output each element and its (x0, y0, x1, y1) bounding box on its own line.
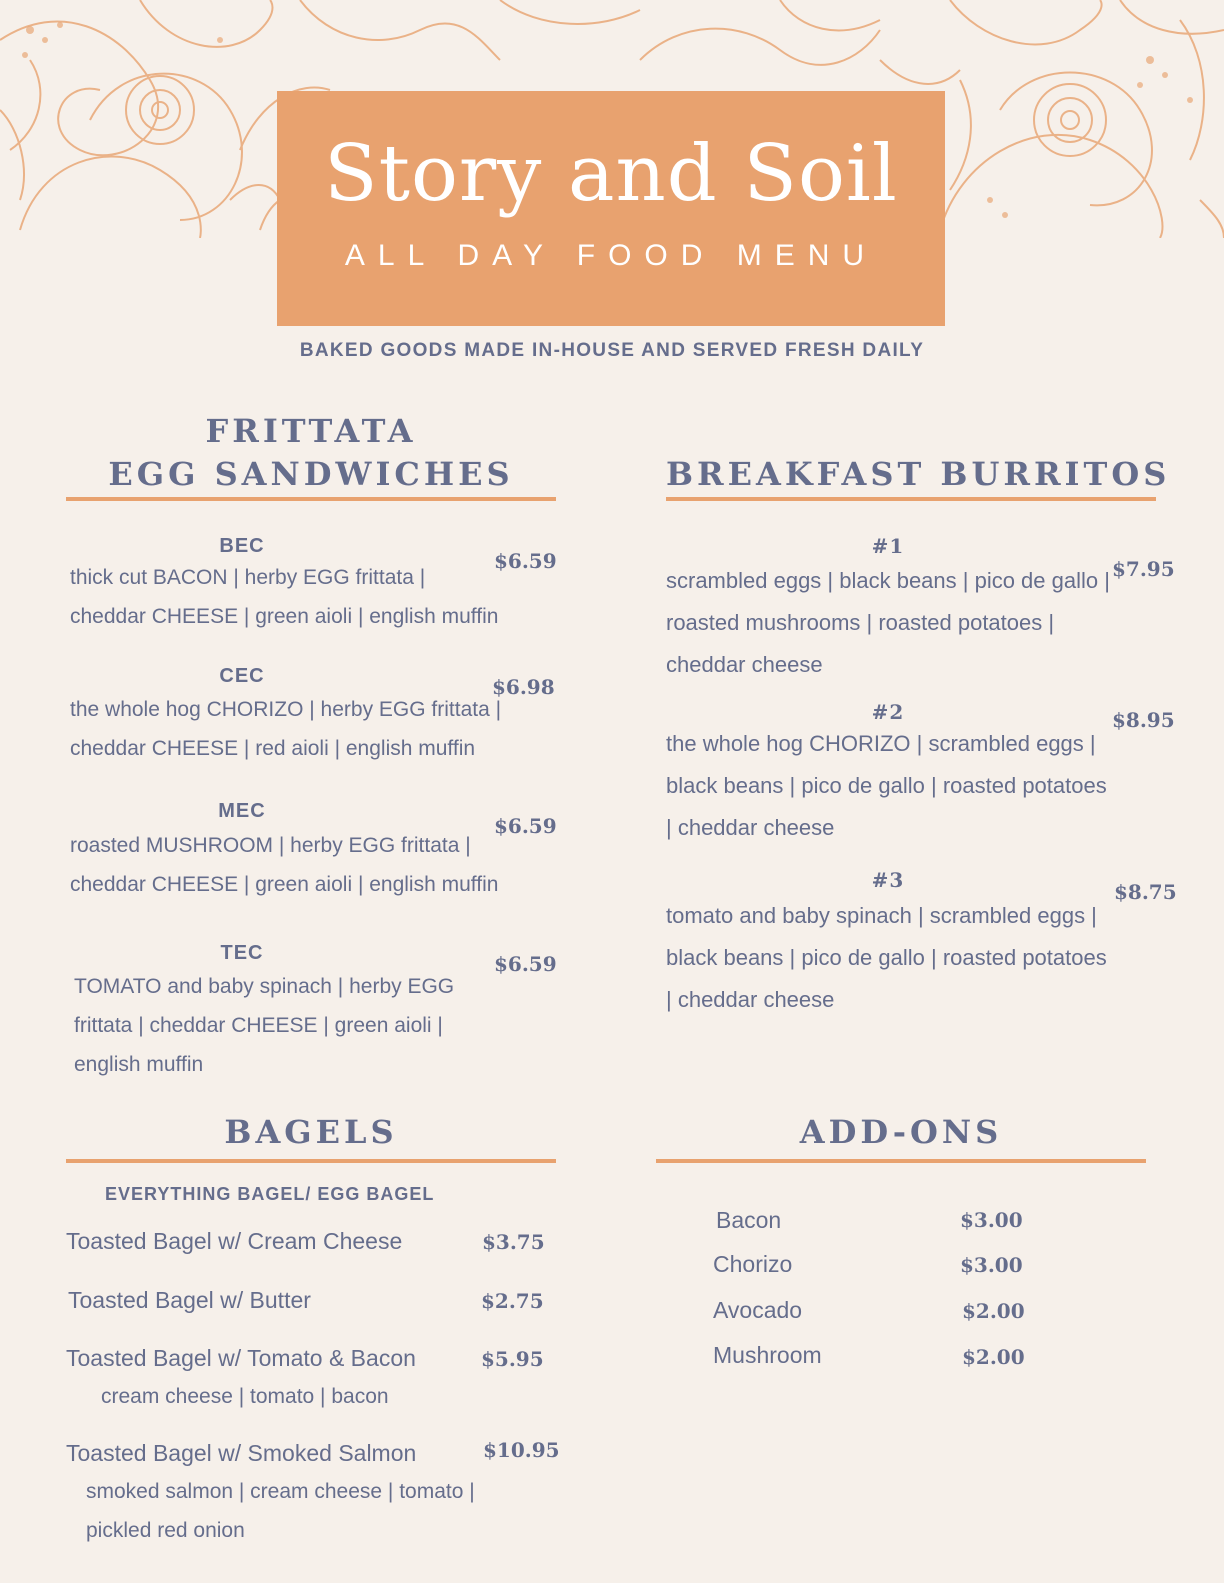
bagel-item-name: Toasted Bagel w/ Tomato & Bacon (66, 1345, 416, 1371)
menu-item-desc: cheddar CHEESE | green aioli | english muffin (70, 605, 499, 628)
bagels-subheading: EVERYTHING BAGEL/ EGG BAGEL (105, 1184, 435, 1204)
menu-item-desc: the whole hog CHORIZO | scrambled eggs | (666, 731, 1096, 756)
menu-item-desc: roasted MUSHROOM | herby EGG frittata | (70, 834, 471, 857)
burritos-divider (666, 497, 1156, 501)
menu-item-desc: roasted mushrooms | roasted potatoes | (666, 610, 1055, 635)
menu-item-price: $8.95 (1112, 708, 1175, 732)
bagel-item-desc: cream cheese | tomato | bacon (101, 1385, 389, 1408)
bagel-item-price: $2.75 (481, 1289, 544, 1313)
bagel-item-price: $10.95 (483, 1438, 560, 1462)
bagel-item-price: $5.95 (481, 1347, 544, 1371)
menu-item-desc: thick cut BACON | herby EGG frittata | (70, 566, 426, 589)
addon-item-price: $3.00 (960, 1208, 1023, 1232)
menu-item-desc: frittata | cheddar CHEESE | green aioli | (74, 1014, 443, 1037)
menu-item-desc: | cheddar cheese (666, 815, 835, 840)
bagels-divider (66, 1159, 556, 1163)
menu-item-desc: cheddar cheese (666, 652, 823, 677)
menu-item-price: $7.95 (1112, 557, 1175, 581)
menu-item-desc: cheddar CHEESE | green aioli | english muffin (70, 873, 499, 896)
menu-item-desc: the whole hog CHORIZO | herby EGG frittata | (70, 698, 502, 721)
menu-item-price: $6.59 (494, 952, 557, 976)
frittata-heading-line2: EGG SANDWICHES (108, 455, 514, 493)
menu-item-desc: scrambled eggs | black beans | pico de gallo | (666, 568, 1110, 593)
title-banner (277, 91, 945, 326)
menu-item-price: $8.75 (1114, 880, 1177, 904)
frittata-divider (66, 497, 556, 501)
bagel-item-price: $3.75 (482, 1230, 545, 1254)
bagel-item-name: Toasted Bagel w/ Smoked Salmon (66, 1440, 417, 1466)
addons-heading: ADD-ONS (799, 1113, 1003, 1151)
menu-item-name: BEC (219, 535, 265, 557)
bagel-item-name: Toasted Bagel w/ Butter (68, 1287, 311, 1313)
menu-item-desc: | cheddar cheese (666, 987, 835, 1012)
addon-item-price: $2.00 (962, 1345, 1025, 1369)
menu-item-name: CEC (219, 665, 265, 687)
addon-item-price: $2.00 (962, 1299, 1025, 1323)
menu-item-desc: english muffin (74, 1053, 204, 1076)
menu-item-name: #2 (871, 700, 905, 724)
menu-item-name: TEC (220, 942, 264, 964)
menu-item-price: $6.59 (494, 814, 557, 838)
addon-item-price: $3.00 (960, 1253, 1023, 1277)
bagel-item-desc: pickled red onion (86, 1519, 245, 1542)
menu-item-desc: cheddar CHEESE | red aioli | english muffin (70, 737, 476, 760)
addon-item-name: Bacon (716, 1207, 782, 1233)
bagel-item-name: Toasted Bagel w/ Cream Cheese (66, 1228, 403, 1254)
menu-item-name: #3 (871, 868, 905, 892)
menu-item-desc: black beans | pico de gallo | roasted potatoes (666, 773, 1107, 798)
tagline: BAKED GOODS MADE IN-HOUSE AND SERVED FRESH DAILY (299, 340, 925, 361)
menu-item-desc: TOMATO and baby spinach | herby EGG (74, 975, 455, 998)
menu-item-name: #1 (871, 534, 905, 558)
menu-item-price: $6.59 (494, 549, 557, 573)
bagel-item-desc: smoked salmon | cream cheese | tomato | (86, 1480, 475, 1503)
menu-item-desc: black beans | pico de gallo | roasted potatoes (666, 945, 1107, 970)
addons-divider (656, 1159, 1146, 1163)
menu-subtitle: ALL DAY FOOD MENU (344, 239, 878, 272)
bagels-heading: BAGELS (224, 1113, 398, 1151)
menu-item-price: $6.98 (492, 675, 555, 699)
addon-item-name: Chorizo (713, 1251, 793, 1277)
addon-item-name: Avocado (713, 1297, 803, 1323)
frittata-heading-line1: FRITTATA (205, 412, 417, 450)
addon-item-name: Mushroom (713, 1342, 822, 1368)
menu-item-desc: tomato and baby spinach | scrambled eggs | (666, 903, 1097, 928)
menu-item-name: MEC (218, 800, 266, 822)
burritos-heading: BREAKFAST BURRITOS (666, 455, 1171, 493)
restaurant-name: Story and Soil (324, 129, 898, 219)
